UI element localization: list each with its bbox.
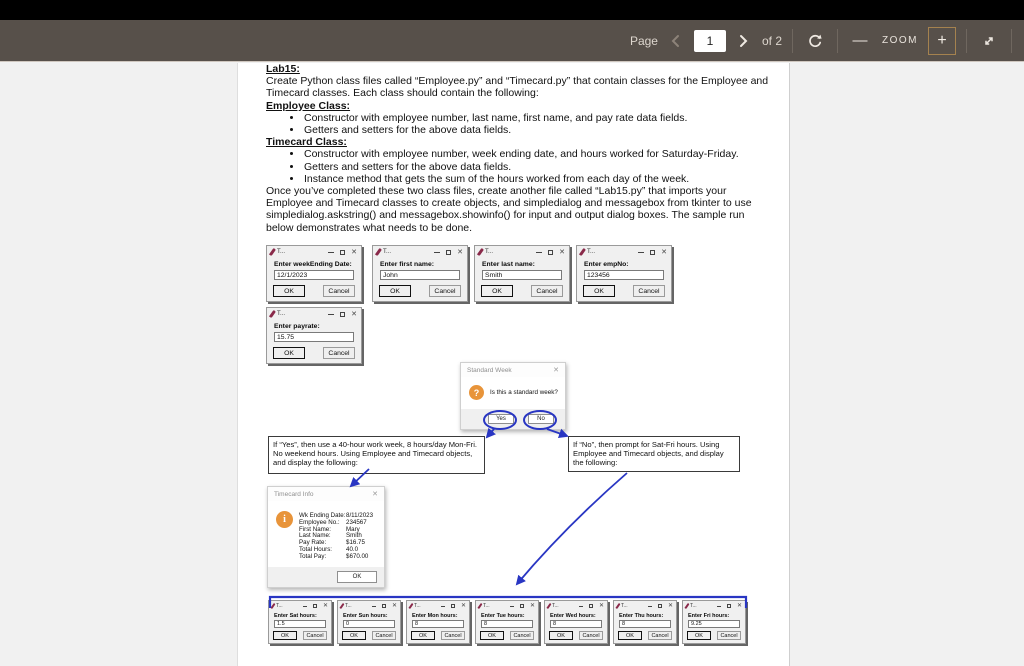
minimize-icon bbox=[303, 606, 307, 607]
dialog-footer bbox=[461, 409, 565, 429]
dialog-tue-hours bbox=[475, 600, 539, 644]
toolbar-separator bbox=[837, 29, 838, 53]
previous-page-button[interactable] bbox=[668, 31, 684, 51]
info-label: Last Name: bbox=[299, 532, 331, 540]
close-icon: ✕ bbox=[457, 248, 463, 256]
close-icon: ✕ bbox=[553, 367, 559, 374]
maximize-icon bbox=[313, 604, 317, 608]
dialog-text-input: 1.5 bbox=[274, 620, 326, 628]
maximize-icon bbox=[548, 250, 553, 255]
dialog-sun-hours bbox=[337, 600, 401, 644]
cancel-button: Cancel bbox=[429, 285, 461, 297]
rotate-refresh-button[interactable] bbox=[803, 28, 827, 54]
cancel-button: Cancel bbox=[323, 347, 355, 359]
close-icon: ✕ bbox=[661, 248, 667, 256]
cancel-button: Cancel bbox=[372, 631, 396, 640]
dialog-last-name bbox=[474, 245, 570, 302]
dialog-prompt: Enter payrate: bbox=[274, 323, 320, 330]
cancel-button: Cancel bbox=[303, 631, 327, 640]
close-icon: ✕ bbox=[559, 248, 565, 256]
dialog-wed-hours bbox=[544, 600, 608, 644]
ok-button: OK bbox=[273, 631, 297, 640]
intro-paragraph: Create Python class files called “Employee.py” and “Timecard.py” that contain classes for the Employee and Timecard classes. Each class should contain the following: bbox=[266, 75, 769, 100]
dialog-thu-hours bbox=[613, 600, 677, 644]
dialog-sat-hours bbox=[268, 600, 332, 644]
dialog-text-input: 15.75 bbox=[274, 332, 354, 342]
maximize-icon bbox=[340, 250, 345, 255]
info-label: Employee No.: bbox=[299, 518, 340, 526]
tk-feather-icon bbox=[375, 248, 382, 256]
document-text bbox=[266, 63, 773, 234]
next-page-button[interactable] bbox=[736, 31, 752, 51]
no-path-note: If “No”, then prompt for Sat-Fri hours. Using Employee and Timecard objects, and display the following: bbox=[568, 436, 740, 472]
minimize-icon bbox=[328, 252, 334, 253]
dialog-message: Is this a standard week? bbox=[490, 389, 558, 396]
dialog-title: T... bbox=[485, 249, 494, 255]
zoom-out-button[interactable]: — bbox=[852, 32, 868, 49]
ok-button: OK bbox=[379, 285, 411, 297]
dialog-week-ending bbox=[266, 245, 362, 302]
info-value: $670.00 bbox=[346, 552, 369, 560]
minimize-icon bbox=[372, 606, 376, 607]
close-icon: ✕ bbox=[598, 603, 604, 609]
page-count-label: of 2 bbox=[761, 33, 782, 48]
dialog-title: Timecard Info bbox=[274, 490, 314, 498]
dialog-first-name bbox=[372, 245, 468, 302]
dialog-prompt: Enter Sat hours: bbox=[274, 613, 317, 619]
tk-feather-icon bbox=[270, 603, 275, 609]
maximize-icon bbox=[520, 604, 524, 608]
info-label: First Name: bbox=[299, 525, 331, 533]
zoom-in-button[interactable]: + bbox=[928, 27, 956, 55]
timecard-info-rows bbox=[299, 513, 373, 561]
dialog-text-input: John bbox=[380, 270, 460, 280]
tk-feather-icon bbox=[339, 603, 344, 609]
dialog-footer bbox=[268, 567, 384, 587]
tk-feather-icon bbox=[579, 248, 586, 256]
maximize-icon bbox=[650, 250, 655, 255]
dialog-text-input: Smith bbox=[482, 270, 562, 280]
info-value: 40.0 bbox=[346, 545, 359, 553]
page-number-input[interactable]: 1 bbox=[694, 30, 726, 52]
dialog-titlebar bbox=[268, 487, 384, 501]
dialog-text-input: 123456 bbox=[584, 270, 664, 280]
info-value: Smith bbox=[346, 532, 362, 540]
maximize-icon bbox=[382, 604, 386, 608]
toolbar-separator bbox=[966, 29, 967, 53]
dialog-text-input: 9.25 bbox=[688, 620, 740, 628]
maximize-icon bbox=[658, 604, 662, 608]
chevron-right-icon bbox=[739, 34, 748, 48]
yes-button: Yes bbox=[488, 414, 514, 424]
cancel-button: Cancel bbox=[633, 285, 665, 297]
close-icon: ✕ bbox=[667, 603, 673, 609]
dialog-title: T... bbox=[276, 603, 283, 609]
dialog-text-input: 8 bbox=[619, 620, 671, 628]
timecard-info-dialog bbox=[267, 486, 385, 588]
close-icon: ✕ bbox=[391, 603, 397, 609]
dialog-title: T... bbox=[383, 249, 392, 255]
minimize-icon bbox=[328, 314, 334, 315]
info-value: $16.75 bbox=[346, 539, 365, 547]
dialog-prompt: Enter empNo: bbox=[584, 261, 629, 268]
dialog-prompt: Enter weekEnding Date: bbox=[274, 261, 352, 268]
dialog-title: T... bbox=[483, 603, 490, 609]
minimize-icon bbox=[441, 606, 445, 607]
bullet-item: • Getters and setters for the above data fields. bbox=[303, 161, 773, 173]
dialog-text-input: 8 bbox=[550, 620, 602, 628]
minimize-icon bbox=[638, 252, 644, 253]
dialog-titlebar bbox=[461, 363, 565, 377]
chevron-left-icon bbox=[671, 34, 680, 48]
info-value: Mary bbox=[346, 525, 360, 533]
cancel-button: Cancel bbox=[579, 631, 603, 640]
minimize-icon bbox=[434, 252, 440, 253]
no-button: No bbox=[528, 414, 554, 424]
ok-button: OK bbox=[337, 571, 377, 583]
info-value: 8/11/2023 bbox=[346, 512, 374, 519]
close-icon: ✕ bbox=[351, 310, 357, 318]
maximize-icon bbox=[727, 604, 731, 608]
cancel-button: Cancel bbox=[323, 285, 355, 297]
dialog-title: T... bbox=[277, 249, 286, 255]
timecard-bullet-list bbox=[266, 148, 773, 185]
info-value: 234567 bbox=[346, 518, 367, 526]
minimize-icon bbox=[648, 606, 652, 607]
dialog-title: T... bbox=[587, 249, 596, 255]
dialog-text-input: 0 bbox=[343, 620, 395, 628]
cancel-button: Cancel bbox=[531, 285, 563, 297]
minimize-icon bbox=[510, 606, 514, 607]
bullet-item: • Constructor with employee number, week ending date, and hours worked for Saturday-Friday. bbox=[303, 148, 773, 160]
employee-bullet-list bbox=[266, 112, 773, 136]
ok-button: OK bbox=[583, 285, 615, 297]
dialog-title: T... bbox=[277, 311, 286, 317]
collapse-icon bbox=[982, 34, 996, 48]
ok-button: OK bbox=[273, 347, 305, 359]
info-label: Pay Rate: bbox=[299, 539, 327, 547]
close-icon: ✕ bbox=[460, 603, 466, 609]
bullet-item: • Getters and setters for the above data fields. bbox=[303, 124, 773, 136]
minimize-icon bbox=[717, 606, 721, 607]
dialog-titlebar bbox=[577, 246, 671, 258]
maximize-icon bbox=[451, 604, 455, 608]
ok-button: OK bbox=[481, 285, 513, 297]
maximize-icon bbox=[340, 312, 345, 317]
yes-path-note: If “Yes”, then use a 40-hour work week, 8 hours/day Mon-Fri. No weekend hours. Using Employee and Timecard objects, and display the following: bbox=[268, 436, 485, 474]
dialog-titlebar bbox=[475, 246, 569, 258]
dialog-fri-hours bbox=[682, 600, 746, 644]
question-icon: ? bbox=[469, 385, 484, 400]
dialog-prompt: Enter Wed hours: bbox=[550, 613, 596, 619]
pdf-toolbar bbox=[0, 20, 1024, 62]
dialog-prompt: Enter Mon hours: bbox=[412, 613, 458, 619]
dialog-emp-no bbox=[576, 245, 672, 302]
minimize-icon bbox=[579, 606, 583, 607]
ok-button: OK bbox=[480, 631, 504, 640]
maximize-icon bbox=[589, 604, 593, 608]
standard-week-dialog bbox=[460, 362, 566, 430]
dialog-title: T... bbox=[414, 603, 421, 609]
tk-feather-icon bbox=[546, 603, 551, 609]
cancel-button: Cancel bbox=[717, 631, 741, 640]
cancel-button: Cancel bbox=[648, 631, 672, 640]
ok-button: OK bbox=[342, 631, 366, 640]
dialog-prompt: Enter Sun hours: bbox=[343, 613, 388, 619]
dialog-text-input: 8 bbox=[481, 620, 533, 628]
ok-button: OK bbox=[273, 285, 305, 297]
info-label: Wk Ending Date: bbox=[299, 512, 346, 519]
ok-button: OK bbox=[618, 631, 642, 640]
dialog-prompt: Enter Thu hours: bbox=[619, 613, 664, 619]
lab-title: Lab15: bbox=[266, 63, 300, 75]
dialog-prompt: Enter Fri hours: bbox=[688, 613, 730, 619]
bullet-item: • Constructor with employee number, last name, first name, and pay rate data fields. bbox=[303, 112, 773, 124]
collapse-toolbar-button[interactable] bbox=[977, 28, 1001, 54]
close-icon: ✕ bbox=[736, 603, 742, 609]
dialog-titlebar bbox=[267, 246, 361, 258]
toolbar-separator bbox=[792, 29, 793, 53]
info-label: Total Pay: bbox=[299, 552, 327, 560]
dialog-titlebar bbox=[373, 246, 467, 258]
tk-feather-icon bbox=[477, 603, 482, 609]
tk-feather-icon bbox=[269, 248, 276, 256]
cancel-button: Cancel bbox=[510, 631, 534, 640]
top-black-bar bbox=[0, 0, 1024, 20]
timecard-class-heading: Timecard Class: bbox=[266, 136, 347, 149]
minimize-icon bbox=[536, 252, 542, 253]
dialog-title: T... bbox=[345, 603, 352, 609]
close-icon: ✕ bbox=[351, 248, 357, 256]
ok-button: OK bbox=[549, 631, 573, 640]
close-icon: ✕ bbox=[322, 603, 328, 609]
refresh-icon bbox=[807, 33, 823, 49]
dialog-prompt: Enter last name: bbox=[482, 261, 535, 268]
tk-feather-icon bbox=[684, 603, 689, 609]
close-icon: ✕ bbox=[372, 491, 378, 498]
dialog-title: Standard Week bbox=[467, 366, 512, 374]
bullet-item: • Instance method that gets the sum of the hours worked from each day of the week. bbox=[303, 173, 773, 185]
dialog-titlebar bbox=[267, 308, 361, 320]
dialog-prompt: Enter Tue hours: bbox=[481, 613, 525, 619]
dialog-title: T... bbox=[690, 603, 697, 609]
page-label: Page bbox=[629, 33, 658, 48]
tk-feather-icon bbox=[477, 248, 484, 256]
ok-button: OK bbox=[687, 631, 711, 640]
employee-class-heading: Employee Class: bbox=[266, 99, 351, 112]
dialog-title: T... bbox=[621, 603, 628, 609]
dialog-mon-hours bbox=[406, 600, 470, 644]
dialog-payrate bbox=[266, 307, 362, 364]
close-icon: ✕ bbox=[529, 603, 535, 609]
dialog-prompt: Enter first name: bbox=[380, 261, 435, 268]
info-label: Total Hours: bbox=[299, 545, 333, 553]
maximize-icon bbox=[446, 250, 451, 255]
dialog-text-input: 12/1/2023 bbox=[274, 270, 354, 280]
toolbar-separator bbox=[1011, 29, 1012, 53]
tk-feather-icon bbox=[615, 603, 620, 609]
dialog-title: T... bbox=[552, 603, 559, 609]
outro-paragraph: Once you’ve completed these two class files, create another file called “Lab15.py” that imports your Employee and Timecard classes to create objects, and simpledialog and messagebox from tkinter to use simpledialog.askstring() and messagebox.showinfo() for input and output dialog boxes. The sample run below demonstrates what needs to be done. bbox=[266, 185, 752, 234]
info-icon: i bbox=[276, 511, 293, 528]
cancel-button: Cancel bbox=[441, 631, 465, 640]
dialog-text-input: 8 bbox=[412, 620, 464, 628]
tk-feather-icon bbox=[269, 310, 276, 318]
ok-button: OK bbox=[411, 631, 435, 640]
zoom-label: ZOOM bbox=[882, 35, 918, 46]
tk-feather-icon bbox=[408, 603, 413, 609]
